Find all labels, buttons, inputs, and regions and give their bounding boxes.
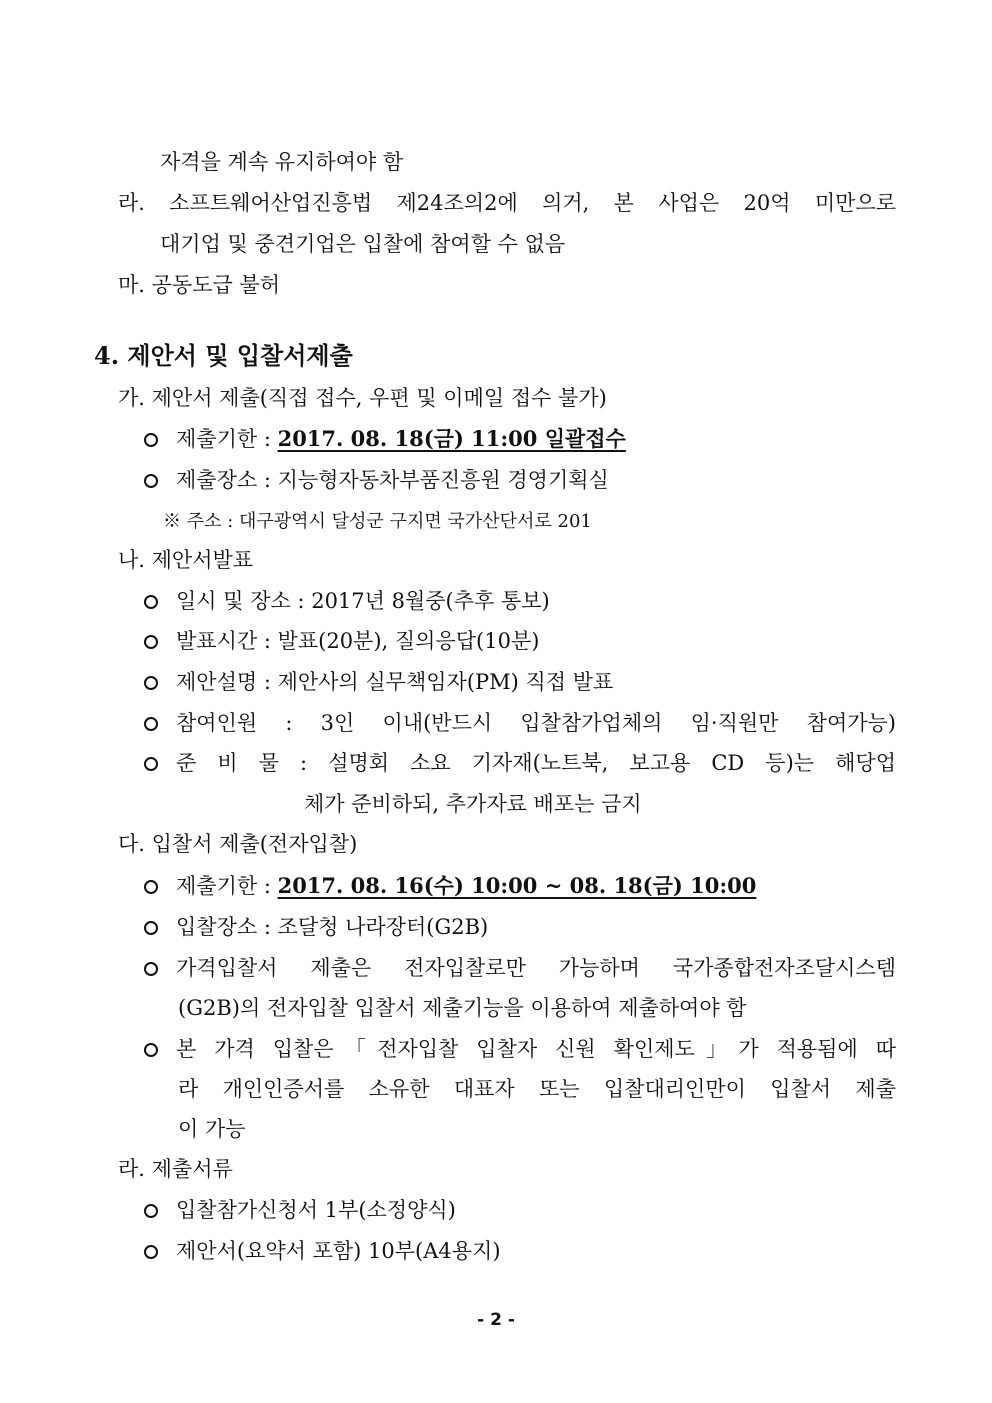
bullet-proposal-explanation: 제안설명 : 제안사의 실무책임자(PM) 직접 발표 [144, 668, 613, 696]
bullet-deadline-proposal: 제출기한 : 2017. 08. 18(금) 11:00 일괄접수 [144, 425, 626, 453]
bullet-application-form: 입찰참가신청서 1부(소정양식) [144, 1196, 456, 1224]
circle-bullet-icon [144, 433, 158, 447]
bid-deadline-value: 2017. 08. 16(수) 10:00 ~ 08. 18(금) 10:00 [277, 873, 757, 898]
item-ma-joint-contract: 마. 공동도급 불허 [118, 273, 281, 297]
circle-bullet-icon [144, 962, 158, 976]
address-note: ※ 주소 : 대구광역시 달성군 구지면 국가산단서로 201 [163, 511, 592, 532]
bullet-bid-place: 입찰장소 : 조달청 나라장터(G2B) [144, 913, 488, 941]
circle-bullet-icon [144, 635, 158, 649]
bullet-electronic-bidding-cont: (G2B)의 전자입찰 입찰서 제출기능을 이용하여 제출하여야 함 [178, 996, 747, 1020]
bullet-participants: 참여인원 : 3인 이내(반드시 입찰참가업체의 임·직원만 참여가능) [144, 709, 896, 737]
item-da-bid-submission: 다. 입찰서 제출(전자입찰) [118, 832, 358, 856]
circle-bullet-icon [144, 595, 158, 609]
bullet-proposal-copies: 제안서(요약서 포함) 10부(A4용지) [144, 1237, 501, 1265]
item-ra-software-law-cont: 대기업 및 중견기업은 입찰에 참여할 수 없음 [160, 232, 566, 256]
bullet-materials-cont: 체가 준비하되, 추가자료 배포는 금지 [304, 792, 642, 816]
circle-bullet-icon [144, 921, 158, 935]
circle-bullet-icon [144, 1245, 158, 1259]
bullet-identity-verification-end: 이 가능 [178, 1117, 246, 1141]
item-ra-software-law: 라. 소프트웨어산업진흥법 제24조의2에 의거, 본 사업은 20억 미만으로 [118, 191, 896, 215]
circle-bullet-icon [144, 676, 158, 690]
circle-bullet-icon [144, 717, 158, 731]
bullet-materials: 준 비 물 : 설명회 소요 기자재(노트북, 보고용 CD 등)는 해당업 [144, 749, 896, 777]
section-heading-4: 4. 제안서 및 입찰서제출 [94, 341, 353, 370]
bullet-presentation-time: 발표시간 : 발표(20분), 질의응답(10분) [144, 627, 539, 655]
circle-bullet-icon [144, 1043, 158, 1057]
bullet-place-proposal: 제출장소 : 지능형자동차부품진흥원 경영기획실 [144, 466, 609, 494]
bullet-electronic-bidding: 가격입찰서 제출은 전자입찰로만 가능하며 국가종합전자조달시스템 [144, 954, 896, 982]
bullet-identity-verification-cont: 라 개인인증서를 소유한 대표자 또는 입찰대리인만이 입찰서 제출 [178, 1077, 896, 1101]
page-number: - 2 - [477, 1310, 515, 1330]
item-ga-proposal-submission: 가. 제안서 제출(직접 접수, 우편 및 이메일 접수 불가) [118, 386, 607, 410]
circle-bullet-icon [144, 757, 158, 771]
bullet-identity-verification: 본 가격 입찰은「전자입찰 입찰자 신원 확인제도」가 적용됨에 따 [144, 1035, 896, 1063]
deadline-value: 2017. 08. 18(금) 11:00 일괄접수 [277, 426, 626, 451]
circle-bullet-icon [144, 474, 158, 488]
item-na-presentation: 나. 제안서발표 [118, 548, 254, 572]
item-ra-documents: 라. 제출서류 [118, 1157, 233, 1181]
bullet-deadline-bid: 제출기한 : 2017. 08. 16(수) 10:00 ~ 08. 18(금) 10:00 [144, 872, 756, 900]
bullet-date-place: 일시 및 장소 : 2017년 8월중(추후 통보) [144, 587, 550, 615]
circle-bullet-icon [144, 1204, 158, 1218]
circle-bullet-icon [144, 880, 158, 894]
line-qualification-cont: 자격을 계속 유지하여야 함 [160, 150, 404, 174]
